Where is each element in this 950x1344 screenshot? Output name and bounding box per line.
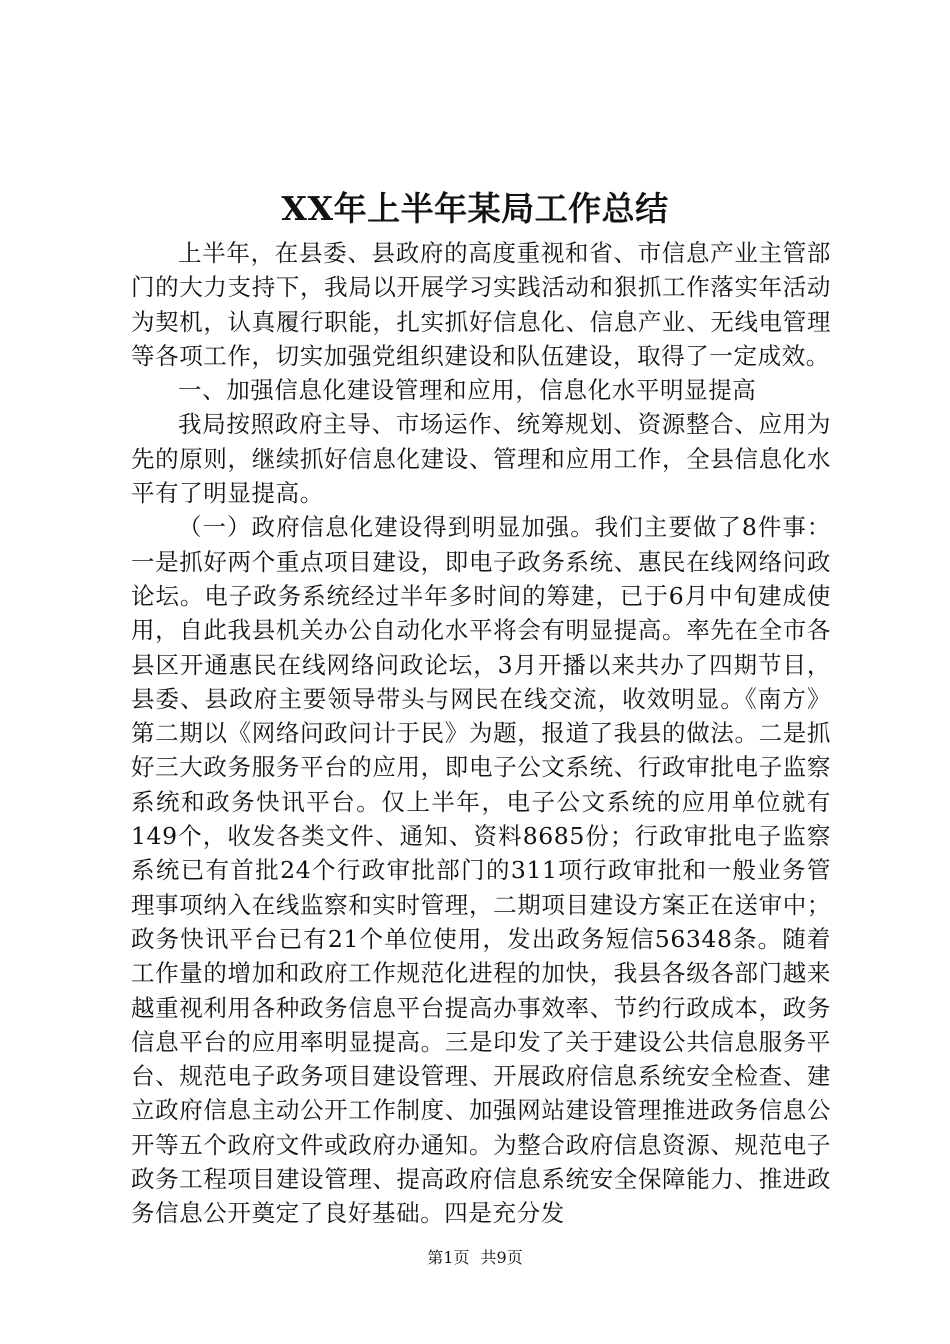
page-footer — [0, 1246, 950, 1270]
section-heading-1: 一、加强信息化建设管理和应用，信息化水平明显提高 — [178, 376, 757, 405]
page-number: 第1页 — [427, 1248, 470, 1267]
page-total: 共9页 — [480, 1248, 523, 1267]
paragraph-subsection-1: （一）政府信息化建设得到明显加强。我们主要做了8件事：一是抓好两个重点项目建设，即电子政务系统、惠民在线网络问政论坛。电子政务系统经过半年多时间的筹建，已于6月中旬建成使用，自此我县机关办公自动化水平将会有明显提高。率先在全市各县区开通惠民在线网络问政论坛，3月开播以来共办了四期节目，县委、县政府主要领导带头与网民在线交流，收效明显。《南方》第二期以《网络问政问计于民》为题，报道了我县的做法。二是抓好三大政务服务平台的应用，即电子公文系统、行政审批电子监察系统和政务快讯平台。仅上半年，电子公文系统的应用单位就有149个，收发各类文件、通知、资料8685份；行政审批电子监察系统已有首批24个行政审批部门的311项行政审批和一般业务管理事项纳入在线监察和实时管理，二期项目建设方案正在送审中；政务快讯平台已有21个单位使用，发出政务短信56348条。随着工作量的增加和政府工作规范化进程的加快，我县各级各部门越来越重视利用各种政务信息平台提高办事效率、节约行政成本，政务信息平台的应用率明显提高。三是印发了关于建设公共信息服务平台、规范电子政务项目建设管理、开展政府信息系统安全检查、建立政府信息主动公开工作制度、加强网站建设管理推进政务信息公开等五个政府文件或政府办通知。为整合政府信息资源、规范电子政务工程项目建设管理、提高政府信息系统安全保障能力、推进政务信息公开奠定了良好基础。四是充分发 — [131, 513, 831, 1228]
paragraph-section-1-summary: 我局按照政府主导、市场运作、统筹规划、资源整合、应用为先的原则，继续抓好信息化建设、管理和应用工作，全县信息化水平有了明显提高。 — [131, 410, 831, 508]
document-body — [131, 236, 831, 1231]
paragraph-intro: 上半年，在县委、县政府的高度重视和省、市信息产业主管部门的大力支持下，我局以开展学习实践活动和狠抓工作落实年活动为契机，认真履行职能，扎实抓好信息化、信息产业、无线电管理等各项工作，切实加强党组织建设和队伍建设，取得了一定成效。 — [131, 239, 831, 370]
document-title: XX年上半年某局工作总结 — [281, 189, 669, 228]
